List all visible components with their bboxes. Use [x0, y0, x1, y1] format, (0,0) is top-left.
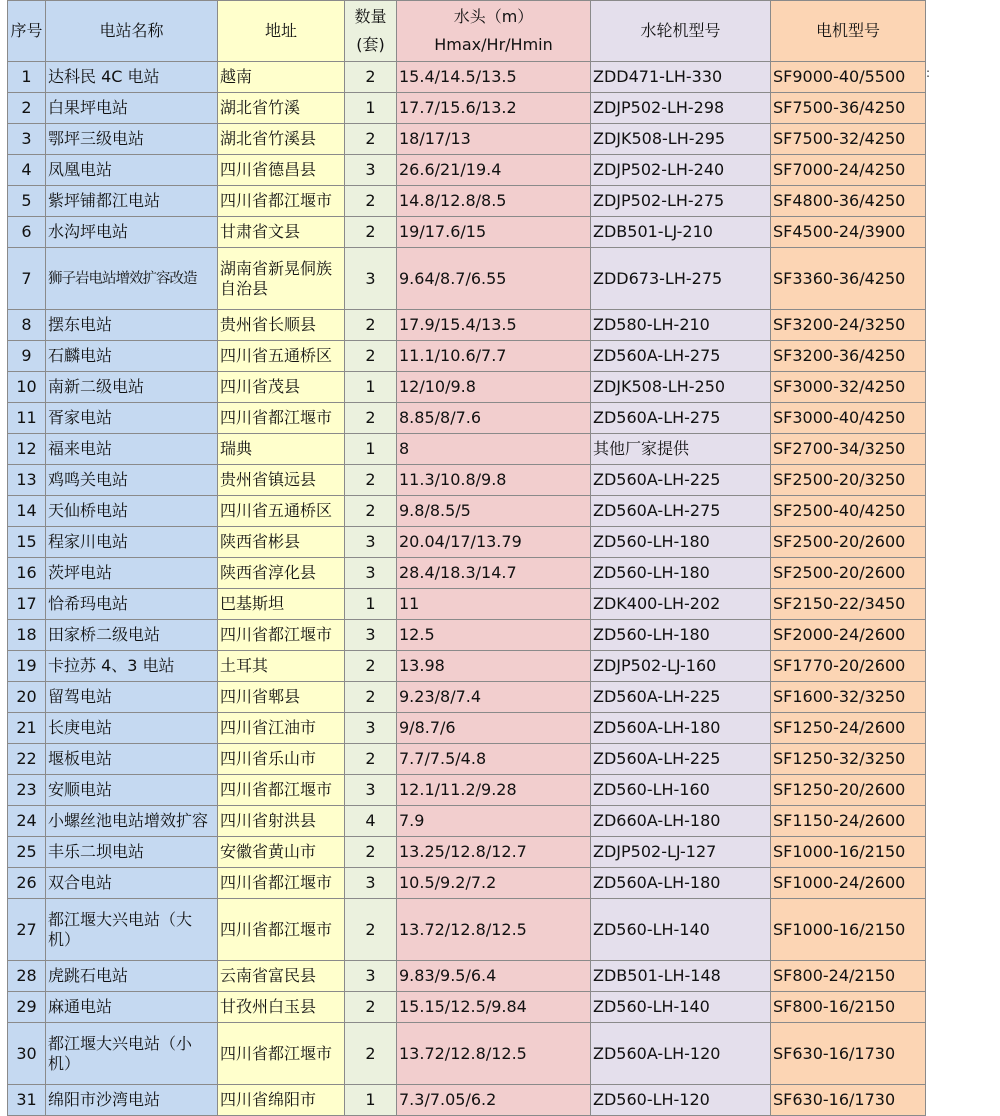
cell-quantity: 1	[345, 589, 397, 620]
cell-quantity: 4	[345, 806, 397, 837]
table-row	[8, 62, 926, 93]
cell-address: 四川省都江堰市	[218, 775, 345, 806]
cell-address: 湖北省竹溪	[218, 93, 345, 124]
cell-motor-model: SF7500-32/4250	[771, 124, 926, 155]
table-row	[8, 434, 926, 465]
cell-motor-model: SF7500-36/4250	[771, 93, 926, 124]
cell-water-head: 12.1/11.2/9.28	[397, 775, 591, 806]
cell-quantity: 2	[345, 651, 397, 682]
cell-station-name: 天仙桥电站	[46, 496, 218, 527]
cell-station-name: 丰乐二坝电站	[46, 837, 218, 868]
table-row	[8, 744, 926, 775]
cell-motor-model: SF3200-36/4250	[771, 341, 926, 372]
table-row	[8, 217, 926, 248]
cell-index: 17	[8, 589, 46, 620]
cell-motor-model: SF1000-16/2150	[771, 899, 926, 961]
header-water-head	[397, 1, 591, 62]
cell-motor-model: SF630-16/1730	[771, 1023, 926, 1085]
cell-turbine-model: ZDJP502-LH-298	[591, 93, 771, 124]
cell-quantity: 2	[345, 496, 397, 527]
cell-station-name: 安顺电站	[46, 775, 218, 806]
cell-motor-model: SF2500-20/2600	[771, 558, 926, 589]
cell-turbine-model: ZDJP502-LJ-160	[591, 651, 771, 682]
table-row	[8, 465, 926, 496]
table-row	[8, 806, 926, 837]
cell-water-head: 11	[397, 589, 591, 620]
cell-water-head: 8	[397, 434, 591, 465]
cell-station-name: 卡拉苏 4、3 电站	[46, 651, 218, 682]
header-index: 序号	[8, 1, 46, 62]
cell-quantity: 2	[345, 465, 397, 496]
cell-water-head: 7.9	[397, 806, 591, 837]
cell-motor-model: SF3000-32/4250	[771, 372, 926, 403]
cell-station-name: 留驾电站	[46, 682, 218, 713]
table-row	[8, 682, 926, 713]
cell-station-name: 麻通电站	[46, 992, 218, 1023]
table-row	[8, 713, 926, 744]
cell-turbine-model: ZDJK508-LH-250	[591, 372, 771, 403]
table-row	[8, 248, 926, 310]
cell-quantity: 3	[345, 155, 397, 186]
cell-index: 15	[8, 527, 46, 558]
cell-station-name: 南新二级电站	[46, 372, 218, 403]
cell-station-name: 田家桥二级电站	[46, 620, 218, 651]
cell-water-head: 13.98	[397, 651, 591, 682]
cell-index: 29	[8, 992, 46, 1023]
cell-motor-model: SF3200-24/3250	[771, 310, 926, 341]
cell-water-head: 13.72/12.8/12.5	[397, 1023, 591, 1085]
cell-index: 7	[8, 248, 46, 310]
cell-quantity: 2	[345, 682, 397, 713]
cell-motor-model: SF3360-36/4250	[771, 248, 926, 310]
cell-address: 陕西省彬县	[218, 527, 345, 558]
cell-turbine-model: ZD560-LH-180	[591, 527, 771, 558]
table-row	[8, 310, 926, 341]
cell-station-name: 都江堰大兴电站（小机）	[46, 1023, 218, 1085]
cell-water-head: 9/8.7/6	[397, 713, 591, 744]
cell-quantity: 2	[345, 62, 397, 93]
cell-water-head: 13.72/12.8/12.5	[397, 899, 591, 961]
cell-quantity: 3	[345, 868, 397, 899]
cell-station-name: 茨坪电站	[46, 558, 218, 589]
cell-index: 27	[8, 899, 46, 961]
cell-water-head: 15.4/14.5/13.5	[397, 62, 591, 93]
cell-index: 12	[8, 434, 46, 465]
cell-water-head: 10.5/9.2/7.2	[397, 868, 591, 899]
table-row	[8, 1023, 926, 1085]
cell-water-head: 14.8/12.8/8.5	[397, 186, 591, 217]
table-row	[8, 341, 926, 372]
cell-turbine-model: ZD560A-LH-225	[591, 465, 771, 496]
table-row	[8, 868, 926, 899]
cell-station-name: 绵阳市沙湾电站	[46, 1085, 218, 1116]
cell-address: 越南	[218, 62, 345, 93]
cell-motor-model: SF1250-32/3250	[771, 744, 926, 775]
cell-index: 4	[8, 155, 46, 186]
cell-address: 四川省茂县	[218, 372, 345, 403]
table-row	[8, 372, 926, 403]
cell-water-head: 8.85/8/7.6	[397, 403, 591, 434]
cell-index: 3	[8, 124, 46, 155]
cell-address: 贵州省镇远县	[218, 465, 345, 496]
table-row	[8, 589, 926, 620]
cell-address: 湖北省竹溪县	[218, 124, 345, 155]
cell-water-head: 15.15/12.5/9.84	[397, 992, 591, 1023]
cell-turbine-model: ZDD673-LH-275	[591, 248, 771, 310]
cell-turbine-model: ZDJP502-LJ-127	[591, 837, 771, 868]
cell-water-head: 18/17/13	[397, 124, 591, 155]
cell-motor-model: SF2700-34/3250	[771, 434, 926, 465]
table-row	[8, 527, 926, 558]
table-row	[8, 1085, 926, 1116]
cell-water-head: 11.3/10.8/9.8	[397, 465, 591, 496]
table-row	[8, 93, 926, 124]
cell-index: 24	[8, 806, 46, 837]
cell-turbine-model: ZD560A-LH-225	[591, 682, 771, 713]
cell-address: 四川省绵阳市	[218, 1085, 345, 1116]
cell-motor-model: SF2150-22/3450	[771, 589, 926, 620]
cell-quantity: 3	[345, 775, 397, 806]
cell-motor-model: SF2500-40/4250	[771, 496, 926, 527]
header-water-head-title: 水头（m）	[453, 7, 534, 26]
cell-quantity: 2	[345, 992, 397, 1023]
cell-station-name: 堰板电站	[46, 744, 218, 775]
overflow-marker: :	[926, 66, 931, 80]
cell-index: 23	[8, 775, 46, 806]
cell-motor-model: SF2500-20/3250	[771, 465, 926, 496]
cell-quantity: 1	[345, 93, 397, 124]
cell-motor-model: SF1000-24/2600	[771, 868, 926, 899]
cell-address: 云南省富民县	[218, 961, 345, 992]
header-row	[8, 1, 926, 62]
cell-water-head: 9.64/8.7/6.55	[397, 248, 591, 310]
cell-turbine-model: ZD560A-LH-275	[591, 496, 771, 527]
cell-station-name: 石麟电站	[46, 341, 218, 372]
cell-water-head: 13.25/12.8/12.7	[397, 837, 591, 868]
cell-station-name: 凤凰电站	[46, 155, 218, 186]
cell-quantity: 2	[345, 341, 397, 372]
cell-motor-model: SF1770-20/2600	[771, 651, 926, 682]
cell-station-name: 恰希玛电站	[46, 589, 218, 620]
cell-turbine-model: ZD560A-LH-225	[591, 744, 771, 775]
table-row	[8, 961, 926, 992]
cell-address: 四川省都江堰市	[218, 899, 345, 961]
cell-quantity: 2	[345, 310, 397, 341]
cell-address: 四川省乐山市	[218, 744, 345, 775]
cell-quantity: 3	[345, 620, 397, 651]
table-row	[8, 155, 926, 186]
cell-index: 6	[8, 217, 46, 248]
cell-index: 8	[8, 310, 46, 341]
table-row	[8, 186, 926, 217]
cell-address: 四川省都江堰市	[218, 620, 345, 651]
cell-turbine-model: ZD560-LH-180	[591, 558, 771, 589]
cell-station-name: 摆东电站	[46, 310, 218, 341]
cell-station-name: 长庚电站	[46, 713, 218, 744]
cell-water-head: 9.83/9.5/6.4	[397, 961, 591, 992]
cell-index: 20	[8, 682, 46, 713]
header-motor-model: 电机型号	[771, 1, 926, 62]
cell-motor-model: SF1600-32/3250	[771, 682, 926, 713]
cell-station-name: 胥家电站	[46, 403, 218, 434]
cell-station-name: 狮子岩电站增效扩容改造	[46, 248, 218, 310]
cell-turbine-model: ZD560A-LH-180	[591, 713, 771, 744]
cell-water-head: 20.04/17/13.79	[397, 527, 591, 558]
cell-address: 四川省德昌县	[218, 155, 345, 186]
cell-water-head: 28.4/18.3/14.7	[397, 558, 591, 589]
header-quantity: 数量(套)	[345, 1, 397, 62]
table-row	[8, 899, 926, 961]
cell-quantity: 2	[345, 837, 397, 868]
cell-turbine-model: ZD580-LH-210	[591, 310, 771, 341]
cell-turbine-model: ZD660A-LH-180	[591, 806, 771, 837]
cell-water-head: 9.8/8.5/5	[397, 496, 591, 527]
cell-station-name: 鄂坪三级电站	[46, 124, 218, 155]
cell-motor-model: SF800-16/2150	[771, 992, 926, 1023]
cell-motor-model: SF4800-36/4250	[771, 186, 926, 217]
cell-address: 瑞典	[218, 434, 345, 465]
cell-motor-model: SF2000-24/2600	[771, 620, 926, 651]
cell-quantity: 2	[345, 899, 397, 961]
cell-water-head: 7.7/7.5/4.8	[397, 744, 591, 775]
cell-motor-model: SF630-16/1730	[771, 1085, 926, 1116]
cell-quantity: 3	[345, 248, 397, 310]
cell-address: 安徽省黄山市	[218, 837, 345, 868]
table-row	[8, 651, 926, 682]
cell-water-head: 17.7/15.6/13.2	[397, 93, 591, 124]
table-row	[8, 124, 926, 155]
cell-index: 31	[8, 1085, 46, 1116]
cell-index: 30	[8, 1023, 46, 1085]
cell-address: 甘肃省文县	[218, 217, 345, 248]
cell-turbine-model: ZD560A-LH-120	[591, 1023, 771, 1085]
cell-address: 四川省都江堰市	[218, 186, 345, 217]
cell-address: 四川省射洪县	[218, 806, 345, 837]
cell-station-name: 鸡鸣关电站	[46, 465, 218, 496]
table-row	[8, 992, 926, 1023]
cell-index: 2	[8, 93, 46, 124]
table-row	[8, 837, 926, 868]
cell-motor-model: SF1250-24/2600	[771, 713, 926, 744]
cell-motor-model: SF3000-40/4250	[771, 403, 926, 434]
cell-address: 湖南省新晃侗族自治县	[218, 248, 345, 310]
table-row	[8, 620, 926, 651]
cell-turbine-model: ZDK400-LH-202	[591, 589, 771, 620]
cell-quantity: 3	[345, 558, 397, 589]
cell-water-head: 7.3/7.05/6.2	[397, 1085, 591, 1116]
cell-water-head: 9.23/8/7.4	[397, 682, 591, 713]
cell-turbine-model: ZD560-LH-120	[591, 1085, 771, 1116]
cell-quantity: 3	[345, 961, 397, 992]
cell-motor-model: SF2500-20/2600	[771, 527, 926, 558]
cell-address: 土耳其	[218, 651, 345, 682]
cell-station-name: 水沟坪电站	[46, 217, 218, 248]
table-row	[8, 775, 926, 806]
cell-turbine-model: ZDD471-LH-330	[591, 62, 771, 93]
cell-station-name: 福来电站	[46, 434, 218, 465]
cell-motor-model: SF7000-24/4250	[771, 155, 926, 186]
cell-address: 四川省五通桥区	[218, 341, 345, 372]
cell-water-head: 26.6/21/19.4	[397, 155, 591, 186]
table-row	[8, 496, 926, 527]
cell-turbine-model: ZD560-LH-180	[591, 620, 771, 651]
cell-water-head: 11.1/10.6/7.7	[397, 341, 591, 372]
cell-index: 18	[8, 620, 46, 651]
cell-address: 四川省江油市	[218, 713, 345, 744]
cell-turbine-model: ZD560-LH-140	[591, 992, 771, 1023]
cell-station-name: 达科民 4C 电站	[46, 62, 218, 93]
cell-water-head: 19/17.6/15	[397, 217, 591, 248]
cell-station-name: 白果坪电站	[46, 93, 218, 124]
cell-station-name: 程家川电站	[46, 527, 218, 558]
cell-index: 21	[8, 713, 46, 744]
cell-quantity: 2	[345, 1023, 397, 1085]
cell-index: 10	[8, 372, 46, 403]
cell-quantity: 1	[345, 372, 397, 403]
cell-quantity: 2	[345, 217, 397, 248]
cell-motor-model: SF9000-40/5500	[771, 62, 926, 93]
header-address: 地址	[218, 1, 345, 62]
header-station-name: 电站名称	[46, 1, 218, 62]
cell-motor-model: SF1000-16/2150	[771, 837, 926, 868]
cell-turbine-model: ZDB501-LJ-210	[591, 217, 771, 248]
cell-quantity: 2	[345, 744, 397, 775]
cell-turbine-model: ZDB501-LH-148	[591, 961, 771, 992]
cell-motor-model: SF1250-20/2600	[771, 775, 926, 806]
header-turbine-model: 水轮机型号	[591, 1, 771, 62]
cell-index: 25	[8, 837, 46, 868]
cell-water-head: 12.5	[397, 620, 591, 651]
cell-index: 13	[8, 465, 46, 496]
cell-motor-model: SF800-24/2150	[771, 961, 926, 992]
table-row	[8, 403, 926, 434]
cell-turbine-model: ZDJP502-LH-240	[591, 155, 771, 186]
cell-station-name: 双合电站	[46, 868, 218, 899]
cell-station-name: 虎跳石电站	[46, 961, 218, 992]
cell-turbine-model: ZD560A-LH-180	[591, 868, 771, 899]
cell-turbine-model: ZD560-LH-160	[591, 775, 771, 806]
cell-index: 5	[8, 186, 46, 217]
cell-turbine-model: ZD560-LH-140	[591, 899, 771, 961]
cell-quantity: 2	[345, 124, 397, 155]
cell-water-head: 17.9/15.4/13.5	[397, 310, 591, 341]
cell-index: 19	[8, 651, 46, 682]
cell-quantity: 3	[345, 527, 397, 558]
cell-address: 甘孜州白玉县	[218, 992, 345, 1023]
cell-station-name: 紫坪铺都江电站	[46, 186, 218, 217]
cell-index: 22	[8, 744, 46, 775]
cell-address: 四川省都江堰市	[218, 1023, 345, 1085]
cell-water-head: 12/10/9.8	[397, 372, 591, 403]
cell-station-name: 都江堰大兴电站（大机）	[46, 899, 218, 961]
cell-address: 贵州省长顺县	[218, 310, 345, 341]
header-water-head-units: Hmax/Hr/Hmin	[434, 35, 553, 54]
cell-turbine-model: ZDJK508-LH-295	[591, 124, 771, 155]
cell-quantity: 2	[345, 186, 397, 217]
cell-index: 28	[8, 961, 46, 992]
cell-index: 16	[8, 558, 46, 589]
cell-index: 9	[8, 341, 46, 372]
cell-motor-model: SF4500-24/3900	[771, 217, 926, 248]
cell-index: 1	[8, 62, 46, 93]
cell-address: 四川省郫县	[218, 682, 345, 713]
cell-quantity: 1	[345, 434, 397, 465]
cell-quantity: 2	[345, 403, 397, 434]
cell-index: 11	[8, 403, 46, 434]
cell-address: 四川省都江堰市	[218, 403, 345, 434]
cell-address: 四川省五通桥区	[218, 496, 345, 527]
cell-quantity: 3	[345, 713, 397, 744]
cell-turbine-model: ZDJP502-LH-275	[591, 186, 771, 217]
hydropower-station-table	[7, 0, 926, 1116]
cell-address: 陕西省淳化县	[218, 558, 345, 589]
table-row	[8, 558, 926, 589]
cell-index: 26	[8, 868, 46, 899]
cell-turbine-model: ZD560A-LH-275	[591, 341, 771, 372]
cell-station-name: 小螺丝池电站增效扩容	[46, 806, 218, 837]
cell-turbine-model: 其他厂家提供	[591, 434, 771, 465]
cell-address: 巴基斯坦	[218, 589, 345, 620]
cell-index: 14	[8, 496, 46, 527]
cell-address: 四川省都江堰市	[218, 868, 345, 899]
cell-turbine-model: ZD560A-LH-275	[591, 403, 771, 434]
cell-motor-model: SF1150-24/2600	[771, 806, 926, 837]
cell-quantity: 1	[345, 1085, 397, 1116]
